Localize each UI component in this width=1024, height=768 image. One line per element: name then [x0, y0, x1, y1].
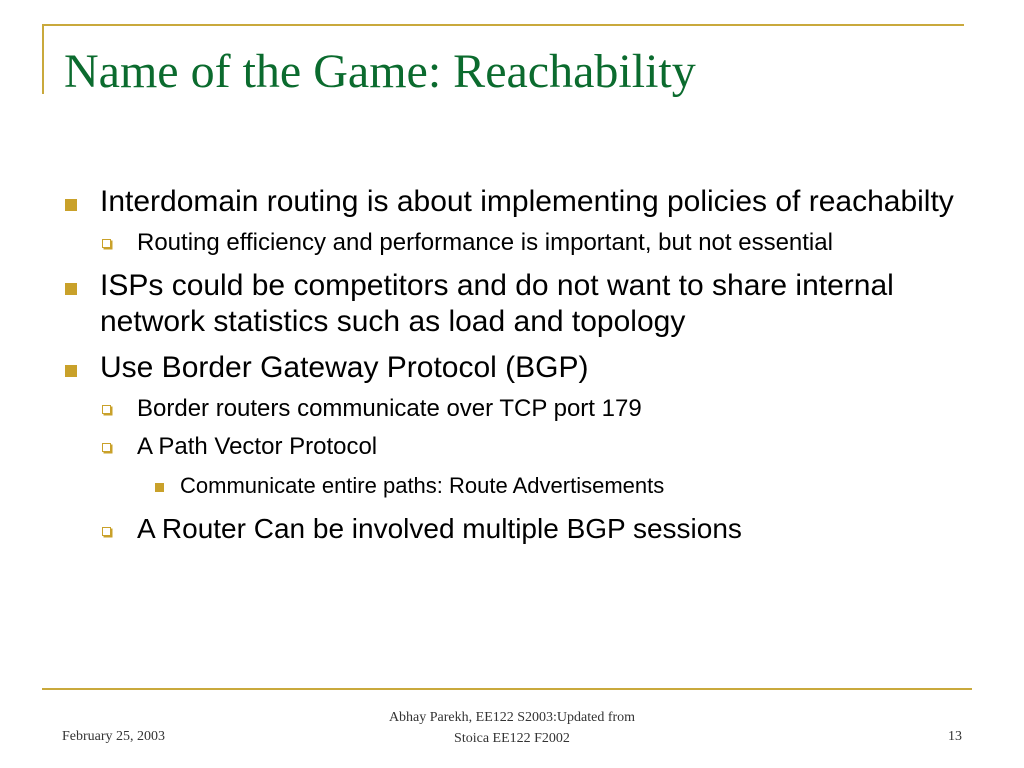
small-square-bullet-icon	[155, 483, 164, 492]
footer-credit-line: Stoica EE122 F2002	[454, 731, 570, 746]
left-rule	[42, 24, 44, 94]
sub-bullet-text: A Router Can be involved multiple BGP sessions	[137, 513, 742, 544]
square-bullet-icon	[65, 365, 77, 377]
sub-bullet-item	[0, 428, 1024, 462]
sub-bullet-text: Routing efficiency and performance is important, but not essential	[137, 229, 833, 256]
sub-bullet-text: Border routers communicate over TCP port 179	[137, 395, 642, 422]
sub-sub-bullet-item	[0, 468, 1024, 500]
square-bullet-icon	[65, 199, 77, 211]
bullet-item	[0, 348, 1024, 386]
footer-credit-line: Abhay Parekh, EE122 S2003:Updated from	[388, 710, 636, 725]
slide-title: Name of the Game: Reachability	[64, 45, 696, 98]
bullet-text: Use Border Gateway Protocol (BGP)	[100, 351, 589, 384]
bullet-item	[0, 266, 1024, 340]
sub-bullet-item	[0, 390, 1024, 424]
bullet-text: Interdomain routing is about implementing policies of reachabilty	[100, 185, 954, 218]
sub-sub-bullet-text: Communicate entire paths: Route Advertisements	[180, 473, 665, 498]
hollow-square-bullet-icon	[102, 527, 111, 536]
bullet-list	[0, 182, 1024, 546]
footer-credit	[312, 707, 712, 749]
square-bullet-icon	[65, 283, 77, 295]
page-number: 13	[948, 729, 962, 744]
sub-bullet-text: A Path Vector Protocol	[137, 433, 378, 460]
bottom-rule	[42, 688, 972, 690]
bullet-text: ISPs could be competitors and do not want to share internal network statistics such as load and topology	[100, 269, 894, 338]
sub-bullet-item	[0, 508, 1024, 546]
hollow-square-bullet-icon	[102, 405, 111, 414]
hollow-square-bullet-icon	[102, 443, 111, 452]
top-rule	[42, 24, 964, 26]
hollow-square-bullet-icon	[102, 239, 111, 248]
bullet-item	[0, 182, 1024, 220]
footer-date: February 25, 2003	[62, 729, 166, 744]
sub-bullet-item	[0, 224, 1024, 258]
